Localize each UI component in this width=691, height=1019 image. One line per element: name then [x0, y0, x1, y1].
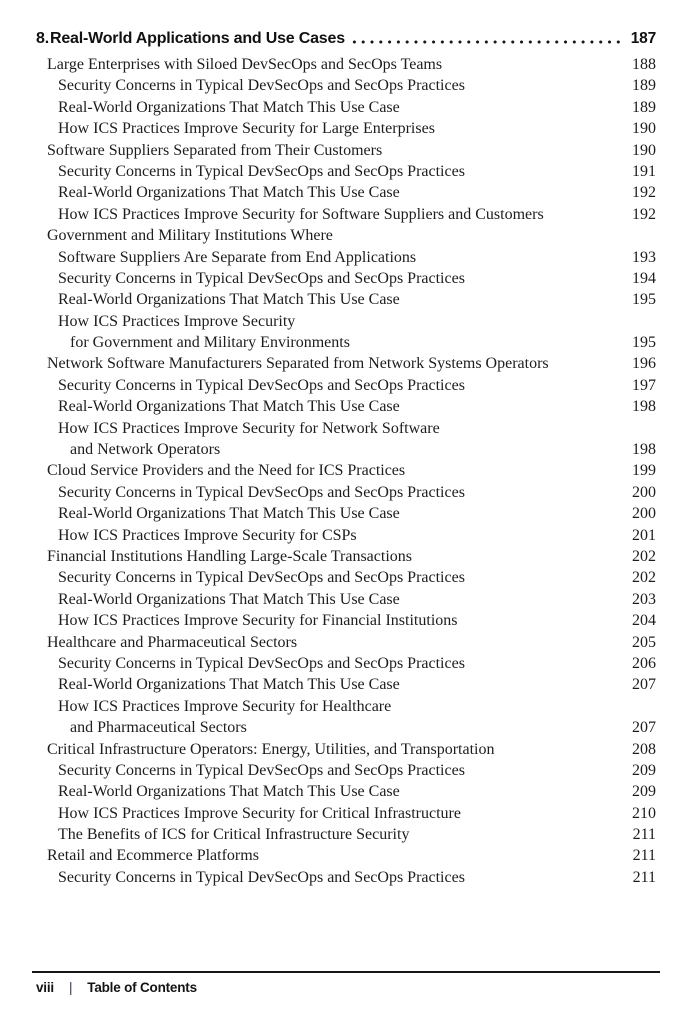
toc-entry: [36, 311, 656, 332]
toc-entry-title: Security Concerns in Typical DevSecOps and SecOps Practices: [58, 376, 465, 394]
toc-entry-page: 207: [632, 719, 656, 737]
toc-entry: [36, 118, 656, 139]
toc-entry-title: and Pharmaceutical Sectors: [70, 719, 247, 737]
toc-entry-title: Security Concerns in Typical DevSecOps and SecOps Practices: [58, 77, 465, 95]
toc-entry-page: 198: [632, 398, 656, 416]
toc-entry: [36, 439, 656, 460]
toc-entry: [36, 674, 656, 695]
toc-entry-title: How ICS Practices Improve Security for Network Software: [58, 419, 440, 437]
toc-entry: [36, 418, 656, 439]
toc-entry-page: 190: [632, 120, 656, 138]
toc-entry-page: 196: [632, 355, 656, 373]
toc-entry: [36, 632, 656, 653]
toc-entry: [36, 97, 656, 118]
toc-entry-page: 207: [632, 676, 656, 694]
toc-entry-title: Government and Military Institutions Where: [47, 227, 333, 245]
toc-entry-page: 201: [632, 526, 656, 544]
toc-entry-page: 195: [632, 291, 656, 309]
toc-entry: [36, 332, 656, 353]
page-footer: [36, 980, 197, 995]
toc-entry-title: Software Suppliers Are Separate from End Applications: [58, 248, 417, 266]
toc-entry: [36, 867, 656, 888]
toc-entry-title: Real-World Organizations That Match This Use Case: [58, 783, 400, 801]
toc-entry-page: 193: [632, 248, 656, 266]
chapter-number: 8.: [36, 30, 49, 47]
toc-entry: [36, 589, 656, 610]
toc-entry-page: 192: [632, 205, 656, 223]
toc-entry-title: The Benefits of ICS for Critical Infrastructure Security: [58, 826, 410, 844]
toc-entry-page: 199: [632, 462, 656, 480]
toc-entry-page: 202: [632, 547, 656, 565]
toc-entry-title: Security Concerns in Typical DevSecOps and SecOps Practices: [58, 269, 465, 287]
toc-entry-page: 206: [632, 654, 656, 672]
toc-entry: [36, 717, 656, 738]
toc-entry-page: 189: [632, 77, 656, 95]
toc-entry-title: Security Concerns in Typical DevSecOps and SecOps Practices: [58, 569, 465, 587]
toc-entry-title: Real-World Organizations That Match This Use Case: [58, 184, 400, 202]
toc-entry-page: 197: [632, 376, 656, 394]
toc-entry-page: 195: [632, 334, 656, 352]
toc-entry-title: and Network Operators: [70, 441, 221, 459]
toc-entry: [36, 482, 656, 503]
toc-entry: [36, 503, 656, 524]
toc-entry: [36, 610, 656, 631]
toc-entry: [36, 739, 656, 760]
toc-entry-title: Critical Infrastructure Operators: Energy, Utilities, and Transportation: [47, 740, 495, 758]
toc-entry-title: How ICS Practices Improve Security for Healthcare: [58, 697, 392, 715]
toc-entry-page: 200: [632, 483, 656, 501]
toc-entry: [36, 460, 656, 481]
toc-entry-page: 204: [632, 612, 656, 630]
toc-entry-title: Large Enterprises with Siloed DevSecOps and SecOps Teams: [47, 56, 443, 73]
toc-entry-page: 200: [632, 505, 656, 523]
toc-entry-page: 194: [632, 269, 656, 287]
toc-entry-title: Real-World Organizations That Match This Use Case: [58, 291, 400, 309]
toc-entry: [36, 653, 656, 674]
footer-separator: |: [68, 980, 73, 995]
toc-entry: [36, 289, 656, 310]
toc-entry-title: How ICS Practices Improve Security for Financial Institutions: [58, 612, 458, 630]
toc-entry-title: Financial Institutions Handling Large-Scale Transactions: [47, 547, 412, 565]
toc-entry-title: Cloud Service Providers and the Need for ICS Practices: [47, 462, 406, 480]
toc-entry-title: How ICS Practices Improve Security for Software Suppliers and Customers: [58, 205, 544, 223]
toc-entry: [36, 75, 656, 96]
toc-entry: [36, 760, 656, 781]
toc-entry-title: Real-World Organizations That Match This Use Case: [58, 98, 400, 116]
toc-entry: [36, 546, 656, 567]
toc-entry-title: Real-World Organizations That Match This Use Case: [58, 398, 400, 416]
toc-entry-title: How ICS Practices Improve Security for Critical Infrastructure: [58, 804, 461, 822]
toc-entry-page: 205: [632, 633, 656, 651]
toc-entry: [36, 54, 656, 75]
toc-entry-page: 191: [632, 162, 656, 180]
toc-entry-page: 211: [632, 847, 656, 865]
toc-entry-title: How ICS Practices Improve Security for Large Enterprises: [58, 120, 435, 138]
chapter-title: Real-World Applications and Use Cases: [50, 30, 345, 47]
toc-entry: [36, 161, 656, 182]
toc-entry: [36, 247, 656, 268]
toc-entry-page: 211: [632, 826, 656, 844]
toc-entry-page: 209: [632, 761, 656, 779]
toc-entry-title: Security Concerns in Typical DevSecOps and SecOps Practices: [58, 654, 465, 672]
toc-entry: [36, 567, 656, 588]
toc-entry: [36, 225, 656, 246]
toc-entry-page: 208: [632, 740, 656, 758]
folio-page-number: viii: [36, 980, 54, 995]
toc-entry: [36, 204, 656, 225]
dot-leader: [348, 39, 625, 45]
footer-rule: [32, 971, 660, 973]
toc-entry-page: 211: [632, 868, 656, 886]
toc-entry-title: Healthcare and Pharmaceutical Sectors: [47, 633, 298, 651]
toc-chapter-entry: [36, 26, 656, 52]
toc-entry-title: Security Concerns in Typical DevSecOps and SecOps Practices: [58, 483, 465, 501]
toc-entry: [36, 182, 656, 203]
toc-entry: [36, 396, 656, 417]
chapter-page-number: 187: [630, 30, 656, 47]
toc-entry-page: 190: [632, 141, 656, 159]
toc-entry-title: Security Concerns in Typical DevSecOps and SecOps Practices: [58, 868, 465, 886]
toc-entry-title: for Government and Military Environments: [70, 334, 350, 352]
toc-entry: [36, 845, 656, 866]
toc-entry: [36, 803, 656, 824]
toc-entry-title: How ICS Practices Improve Security: [58, 312, 296, 330]
toc-entry: [36, 375, 656, 396]
toc-entry-page: 203: [632, 590, 656, 608]
toc-entry: [36, 268, 656, 289]
toc-entry-title: Real-World Organizations That Match This Use Case: [58, 676, 400, 694]
toc-entry-title: Retail and Ecommerce Platforms: [47, 847, 259, 865]
toc-entry: [36, 140, 656, 161]
toc-entry-title: Security Concerns in Typical DevSecOps and SecOps Practices: [58, 162, 465, 180]
table-of-contents: [36, 26, 656, 888]
toc-entry-title: How ICS Practices Improve Security for CSPs: [58, 526, 357, 544]
toc-entry-page: 202: [632, 569, 656, 587]
toc-entry: [36, 824, 656, 845]
toc-entry-page: 192: [632, 184, 656, 202]
toc-entry-page: 209: [632, 783, 656, 801]
toc-entry: [36, 353, 656, 374]
toc-entry-page: 198: [632, 441, 656, 459]
toc-entry-title: Network Software Manufacturers Separated from Network Systems Operators: [47, 355, 549, 373]
toc-entry: [36, 525, 656, 546]
toc-entries: [36, 54, 656, 888]
toc-entry-page: 210: [632, 804, 656, 822]
toc-entry-title: Real-World Organizations That Match This Use Case: [58, 590, 400, 608]
toc-entry-title: Security Concerns in Typical DevSecOps and SecOps Practices: [58, 761, 465, 779]
toc-entry-title: Software Suppliers Separated from Their Customers: [47, 141, 383, 159]
toc-entry: [36, 781, 656, 802]
toc-entry: [36, 696, 656, 717]
toc-entry-page: 189: [632, 98, 656, 116]
toc-entry-page: 188: [632, 56, 656, 73]
toc-entry-title: Real-World Organizations That Match This Use Case: [58, 505, 400, 523]
footer-section-label: Table of Contents: [87, 980, 197, 995]
